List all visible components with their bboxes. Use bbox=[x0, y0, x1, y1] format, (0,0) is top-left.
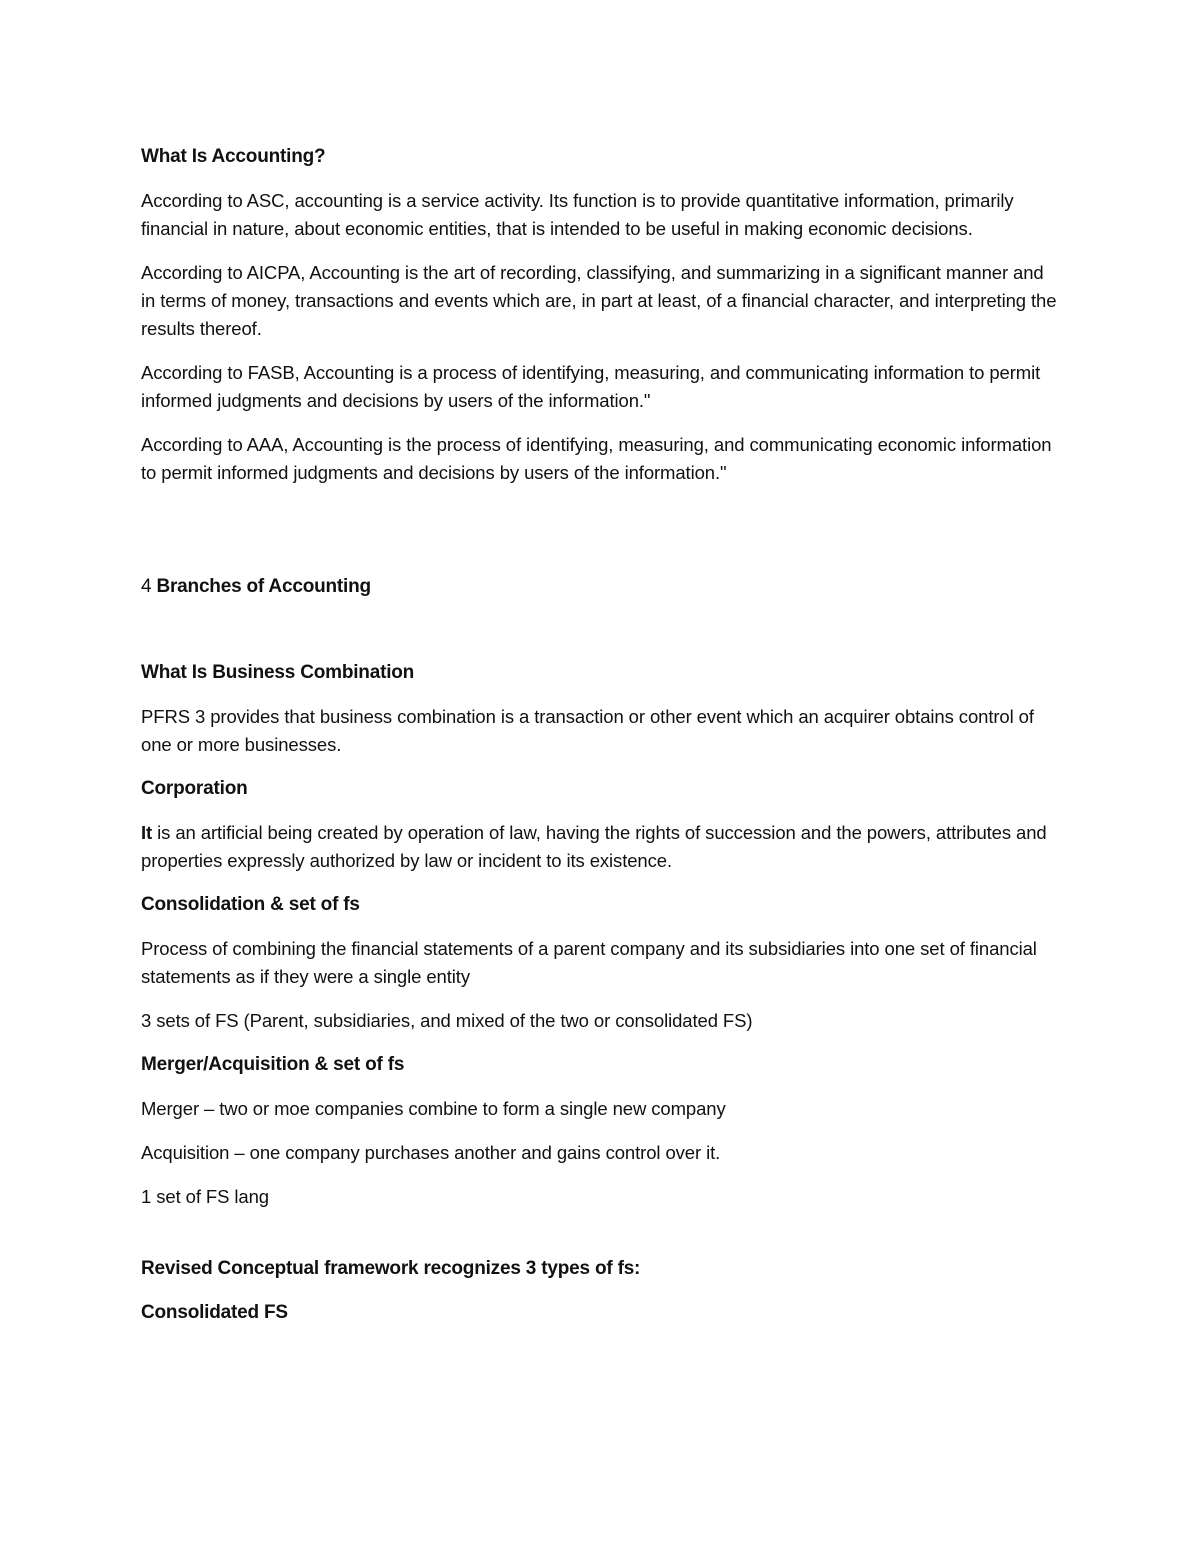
paragraph-rest: is an artificial being created by operation of law, having the rights of succession and the powers, attributes and properties expressly authorized by law or incident to its existence. bbox=[141, 822, 1047, 871]
paragraph-fasb-definition: According to FASB, Accounting is a process of identifying, measuring, and communicating information to permit informed judgments and decisions by users of the information." bbox=[141, 362, 1041, 411]
heading-revised-conceptual-framework: Revised Conceptual framework recognizes 3 types of fs: bbox=[141, 1258, 641, 1279]
paragraph-lead-word: It bbox=[141, 822, 153, 843]
paragraph-consolidation-process: Process of combining the financial statements of a parent company and its subsidiaries into one set of financial statements as if they were a single entity bbox=[141, 938, 1037, 987]
heading-number: 4 bbox=[141, 576, 157, 597]
paragraph-aicpa-definition: According to AICPA, Accounting is the art of recording, classifying, and summarizing in a significant manner and in terms of money, transactions and events which are, in part at least, of a financial character, and interpreting the results thereof. bbox=[141, 262, 1057, 339]
paragraph-pfrs3: PFRS 3 provides that business combination is a transaction or other event which an acquirer obtains control of one or more businesses. bbox=[141, 706, 1034, 755]
paragraph-acquisition: Acquisition – one company purchases another and gains control over it. bbox=[141, 1142, 721, 1163]
heading-branches-of-accounting bbox=[141, 573, 1061, 601]
section-corporation bbox=[141, 775, 1061, 875]
heading-consolidated-fs: Consolidated FS bbox=[141, 1302, 288, 1323]
paragraph-merger-sets: 1 set of FS lang bbox=[141, 1186, 269, 1207]
paragraph-asc-definition: According to ASC, accounting is a service activity. Its function is to provide quantitative information, primarily financial in nature, about economic entities, that is intended to be useful in making economic decisions. bbox=[141, 190, 1014, 239]
document-body bbox=[141, 143, 1061, 1343]
heading-what-is-accounting: What Is Accounting? bbox=[141, 146, 326, 167]
heading-text: Branches of Accounting bbox=[156, 576, 371, 597]
heading-corporation: Corporation bbox=[141, 778, 248, 799]
section-what-is-accounting bbox=[141, 143, 1061, 487]
paragraph-corporation-definition bbox=[141, 819, 1061, 875]
spacer bbox=[141, 617, 1061, 659]
section-business-combination bbox=[141, 659, 1061, 759]
heading-business-combination: What Is Business Combination bbox=[141, 662, 415, 683]
section-merger-acquisition bbox=[141, 1051, 1061, 1211]
heading-merger-acquisition: Merger/Acquisition & set of fs bbox=[141, 1054, 405, 1075]
paragraph-merger: Merger – two or moe companies combine to form a single new company bbox=[141, 1098, 726, 1119]
spacer bbox=[141, 503, 1061, 573]
heading-consolidation: Consolidation & set of fs bbox=[141, 894, 360, 915]
spacer bbox=[141, 1227, 1061, 1255]
section-branches bbox=[141, 573, 1061, 601]
section-conceptual-framework bbox=[141, 1255, 1061, 1327]
paragraph-aaa-definition: According to AAA, Accounting is the process of identifying, measuring, and communicating economic information to permit informed judgments and decisions by users of the information." bbox=[141, 434, 1052, 483]
section-consolidation bbox=[141, 891, 1061, 1035]
paragraph-consolidation-sets: 3 sets of FS (Parent, subsidiaries, and mixed of the two or consolidated FS) bbox=[141, 1010, 753, 1031]
